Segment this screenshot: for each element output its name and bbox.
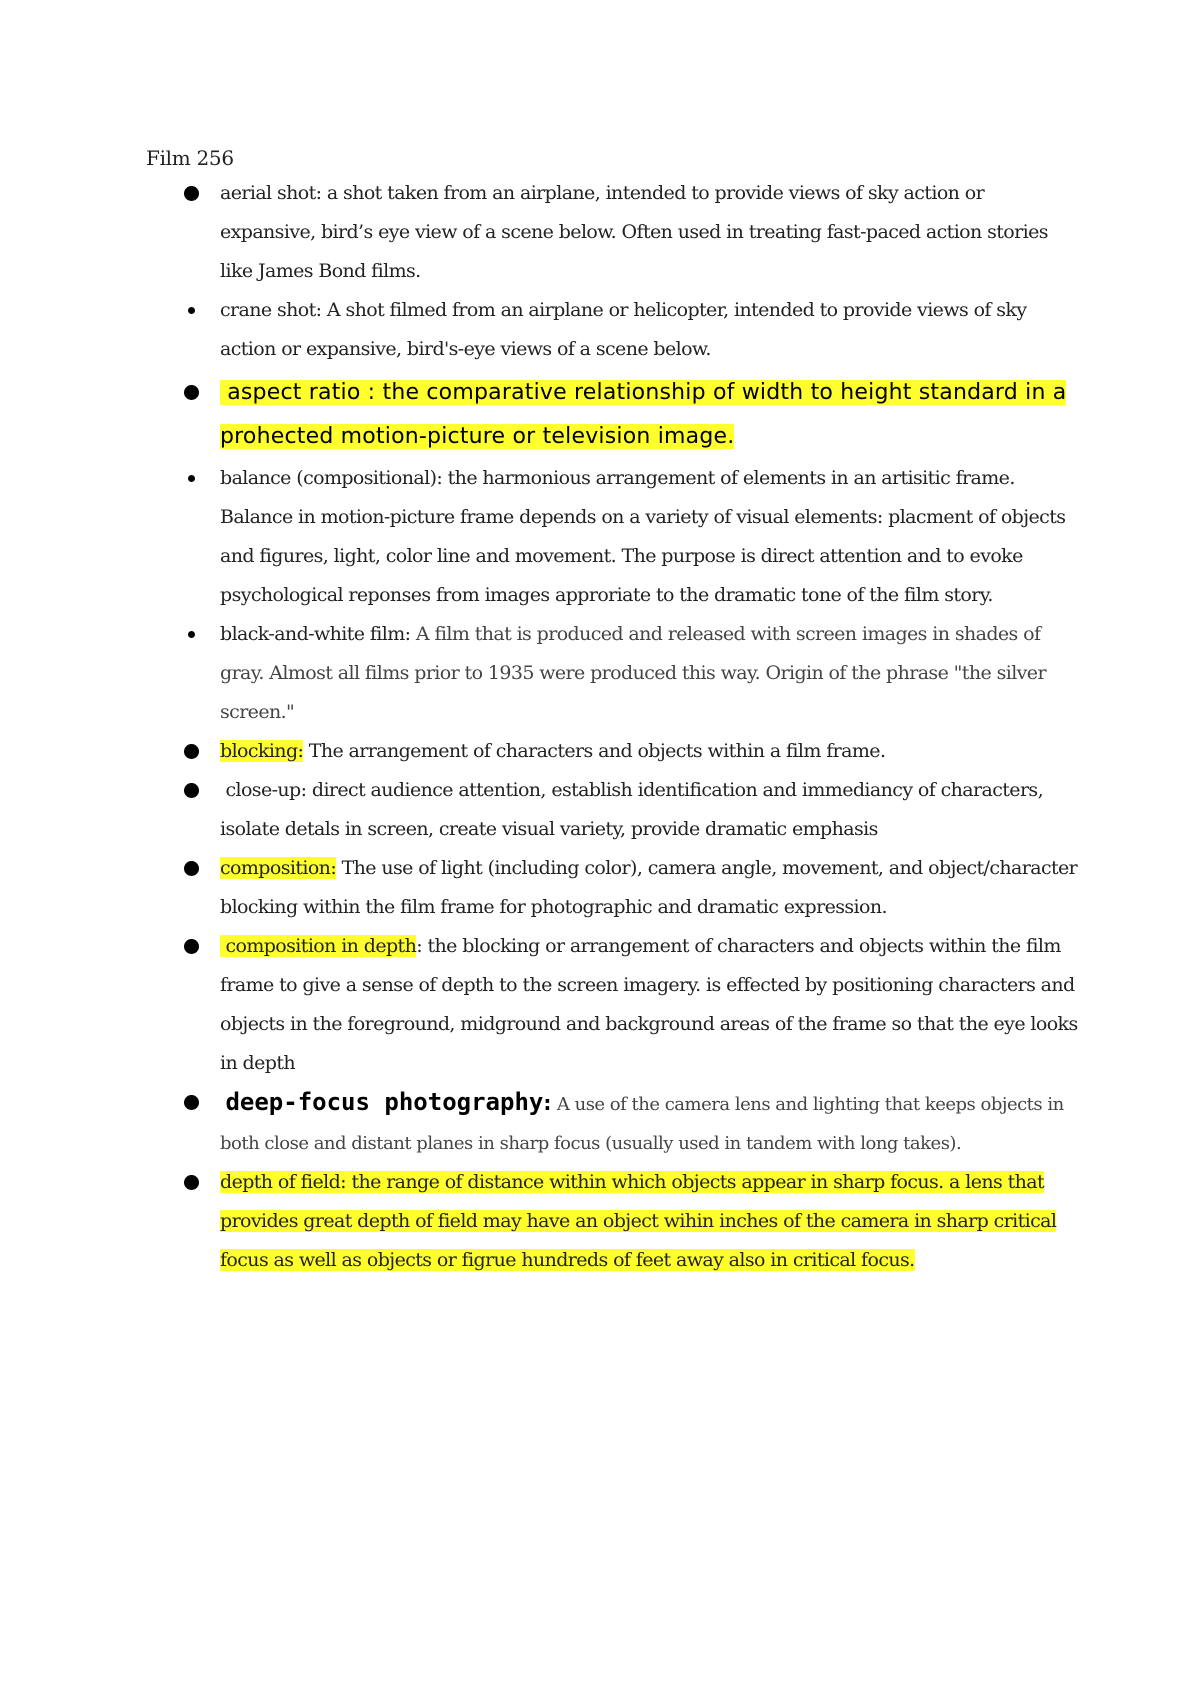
- bullet-icon: [184, 861, 199, 876]
- term: composition in depth: [225, 935, 417, 957]
- term: aerial shot:: [220, 182, 322, 204]
- list-item-aspect-ratio: [180, 371, 1080, 459]
- bullet-icon: [188, 307, 195, 314]
- list-item-composition-in-depth: [180, 927, 1080, 1083]
- term: close-up:: [225, 779, 307, 801]
- list-item-deep-focus-photography: [180, 1083, 1080, 1163]
- definition: The use of light (including color), camera angle, movement, and object/character blocking within the film frame for photographic and dramatic expression.: [220, 857, 1078, 918]
- term: blocking:: [220, 740, 304, 762]
- bullet-icon: [184, 1095, 199, 1110]
- list-item-composition: [180, 849, 1080, 927]
- definition: a shot taken from an airplane, intended to provide views of sky action or expansive, bird’s eye view of a scene below. Often used in treating fast-paced action stories like James Bond films.: [220, 182, 1048, 282]
- term: depth of field:: [220, 1171, 346, 1193]
- definition: the harmonious arrangement of elements in an artisitic frame. Balance in motion-picture frame depends on a variety of visual elements: placment of objects and figures, light, color line and movement. The purpose is direct attention and to evoke psychological reponses from images approriate to the dramatic tone of the film story.: [220, 467, 1066, 606]
- bullet-icon: [184, 939, 199, 954]
- definition: the comparative relationship of width to height standard in a prohected motion-picture or television image.: [220, 380, 1067, 449]
- bullet-icon: [184, 744, 199, 759]
- list-item-balance: [180, 459, 1080, 615]
- highlighted-text: [220, 1171, 1056, 1271]
- list-item-aerial-shot: [180, 174, 1080, 291]
- term: deep-focus photography: [225, 1088, 544, 1116]
- term: aspect ratio :: [227, 380, 376, 405]
- bullet-icon: [184, 783, 199, 798]
- bullet-icon: [184, 186, 199, 201]
- definition: A shot filmed from an airplane or helicopter, intended to provide views of sky action or expansive, bird's-eye views of a scene below.: [220, 299, 1027, 360]
- list-item-crane-shot: [180, 291, 1080, 369]
- document-title: Film 256: [146, 146, 234, 170]
- glossary-list: [180, 174, 1080, 1280]
- term-colon: :: [543, 1091, 552, 1115]
- definition: The arrangement of characters and objects within a film frame.: [303, 740, 886, 762]
- bullet-icon: [184, 1175, 199, 1190]
- bullet-icon: [188, 475, 195, 482]
- definition: : the blocking or arrangement of characters and objects within the film frame to give a sense of depth to the screen imagery. is effected by positioning characters and objects in the foreground, midground and background areas of the frame so that the eye looks in depth: [220, 935, 1078, 1074]
- bullet-icon: [184, 385, 199, 400]
- term: balance (compositional):: [220, 467, 443, 489]
- term: composition:: [220, 857, 337, 879]
- list-item-black-and-white-film: [180, 615, 1080, 732]
- definition: the range of distance within which objects appear in sharp focus. a lens that provides great depth of field may have an object wihin inches of the camera in sharp critical focus as well as objects or figrue hundreds of feet away also in critical focus.: [220, 1171, 1057, 1271]
- highlighted-text: [220, 935, 416, 957]
- list-item-close-up: [180, 771, 1080, 849]
- bullet-icon: [188, 631, 195, 638]
- list-item-depth-of-field: [180, 1163, 1080, 1280]
- list-item-blocking: [180, 732, 1080, 771]
- definition: A film that is produced and released with screen images in shades of gray. Almost all films prior to 1935 were produced this way. Origin of the phrase "the silver screen.": [220, 623, 1046, 723]
- definition: A use of the camera lens and lighting that keeps objects in both close and distant planes in sharp focus (usually used in tandem with long takes).: [220, 1094, 1064, 1154]
- term: black-and-white film:: [220, 623, 411, 645]
- highlighted-text: [220, 380, 1066, 449]
- definition: direct audience attention, establish identification and immediancy of characters, isolate detals in screen, create visual variety, provide dramatic emphasis: [220, 779, 1044, 840]
- term: crane shot:: [220, 299, 322, 321]
